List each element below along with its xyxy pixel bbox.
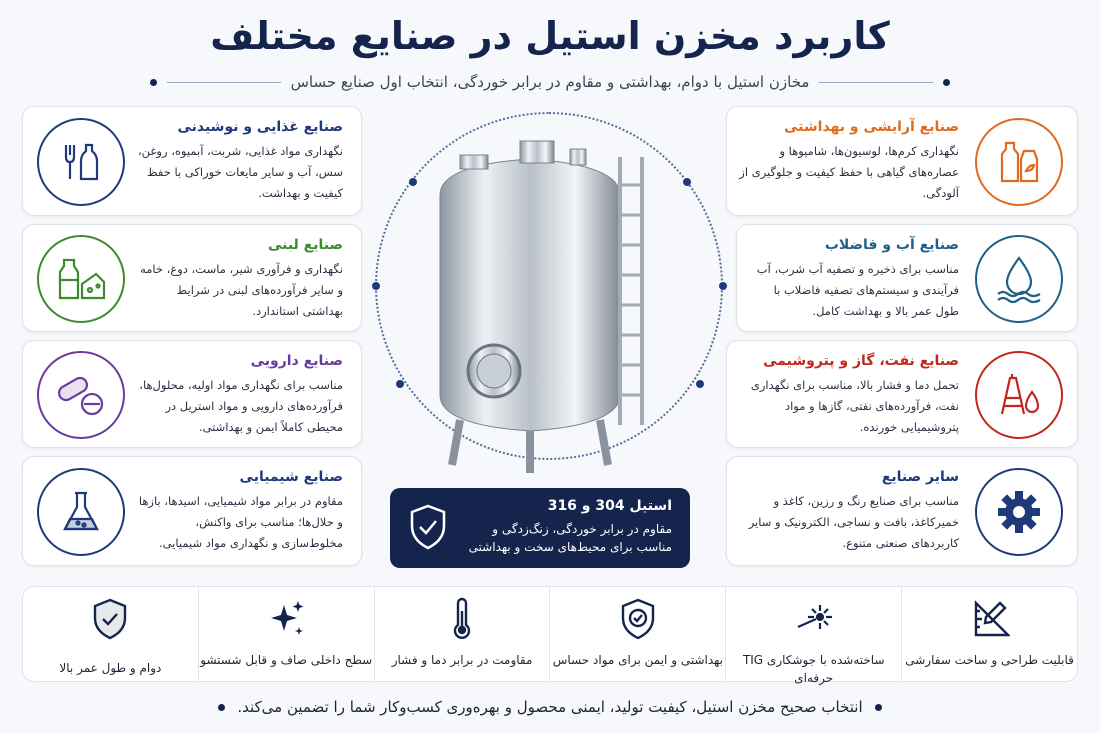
steel-grade-title: استیل 304 و 316 bbox=[547, 498, 672, 514]
page-subtitle: مخازن استیل با دوام، بهداشتی و مقاوم در برابر خوردگی، انتخاب اول صنایع حساس bbox=[290, 73, 810, 91]
card-body: مناسب برای صنایع رنگ و رزین، کاغذ و خمیرکاغذ، بافت و نساجی، الکترونیک و سایر کاربردهای صنعتی متنوع. bbox=[748, 494, 959, 550]
card-title: صنایع شیمیایی bbox=[239, 469, 343, 485]
footer-dot bbox=[218, 704, 225, 711]
card-other bbox=[726, 456, 1078, 566]
ring-dot bbox=[372, 282, 380, 290]
card-oil-gas bbox=[726, 340, 1078, 448]
feature-hygienic bbox=[549, 587, 725, 681]
card-cosmetics bbox=[726, 106, 1078, 216]
feature-smooth-surface bbox=[198, 587, 374, 681]
card-title: صنایع نفت، گاز و پتروشیمی bbox=[763, 353, 959, 369]
divider-line bbox=[819, 82, 933, 83]
water-drop-icon bbox=[975, 235, 1063, 323]
card-title: صنایع آرایشی و بهداشتی bbox=[784, 119, 959, 135]
card-title: صنایع دارویی bbox=[250, 353, 343, 369]
card-body: تحمل دما و فشار بالا، مناسب برای نگهداری نفت، فرآورده‌های نفتی، گازها و مواد پتروشیمیایی خورنده. bbox=[750, 378, 959, 434]
gear-icon bbox=[975, 468, 1063, 556]
steel-grade-body bbox=[469, 520, 672, 556]
card-body: نگهداری کرم‌ها، لوسیون‌ها، شامپوها و عصاره‌های گیاهی با حفظ کیفیت و جلوگیری از آلودگی. bbox=[739, 144, 959, 200]
page-title: کاربرد مخزن استیل در صنایع مختلف bbox=[210, 14, 890, 58]
ring-dot bbox=[719, 282, 727, 290]
shield-check-icon bbox=[618, 597, 658, 645]
pill-icon bbox=[37, 351, 125, 439]
card-chemical bbox=[22, 456, 362, 566]
feature-temp-pressure bbox=[374, 587, 550, 681]
feature-custom-design bbox=[901, 587, 1077, 681]
divider-dot bbox=[150, 79, 157, 86]
card-title: سایر صنایع bbox=[881, 469, 959, 485]
oil-rig-icon bbox=[975, 351, 1063, 439]
card-water bbox=[736, 224, 1078, 332]
ruler-pencil-icon bbox=[970, 597, 1010, 645]
subtitle-row bbox=[150, 70, 950, 94]
card-title: صنایع آب و فاضلاب bbox=[824, 237, 959, 253]
ring-dot bbox=[409, 178, 417, 186]
cosmetics-icon bbox=[975, 118, 1063, 206]
flask-icon bbox=[37, 468, 125, 556]
card-pharma bbox=[22, 340, 362, 448]
steel-grade-box bbox=[390, 488, 690, 568]
feature-label: مقاومت در برابر دما و فشار bbox=[391, 653, 533, 667]
card-title: صنایع غذایی و نوشیدنی bbox=[177, 119, 343, 135]
card-body: نگهداری مواد غذایی، شربت، آبمیوه، روغن، سس، آب و سایر مایعات خوراکی با حفظ کیفیت و بهداشت. bbox=[137, 144, 343, 200]
features-bar bbox=[22, 586, 1078, 685]
ring-dot bbox=[696, 380, 704, 388]
fork-bottle-icon bbox=[37, 118, 125, 206]
feature-durability bbox=[23, 587, 198, 681]
shield-icon bbox=[90, 597, 130, 645]
shield-check-icon bbox=[406, 502, 450, 556]
card-food-beverage bbox=[22, 106, 362, 216]
ring-dot bbox=[396, 380, 404, 388]
sparkle-icon bbox=[266, 597, 306, 645]
thermometer-icon bbox=[442, 597, 482, 645]
card-title: صنایع لبنی bbox=[267, 237, 343, 253]
card-body: نگهداری و فرآوری شیر، ماست، دوغ، خامه و سایر فرآورده‌های لبنی در شرایط بهداشتی استاندارد. bbox=[140, 262, 343, 318]
steel-grade-line: مقاوم در برابر خوردگی، زنگ‌زدگی و bbox=[492, 522, 672, 536]
steel-tank-image bbox=[420, 135, 680, 480]
card-dairy bbox=[22, 224, 362, 332]
card-body: مقاوم در برابر مواد شیمیایی، اسیدها، بازها و حلال‌ها؛ مناسب برای واکنش، مخلوط‌سازی و نگهداری مواد شیمیایی. bbox=[138, 494, 343, 550]
footer-text: انتخاب صحیح مخزن استیل، کیفیت تولید، ایمنی محصول و بهره‌وری کسب‌وکار شما را تضمین می‌کند. bbox=[237, 698, 863, 716]
feature-label: سطح داخلی صاف و قابل شستشو bbox=[200, 653, 373, 667]
feature-label: قابلیت طراحی و ساخت سفارشی bbox=[905, 653, 1074, 667]
milk-cheese-icon bbox=[37, 235, 125, 323]
feature-tig-welding bbox=[725, 587, 901, 685]
card-body: مناسب برای نگهداری مواد اولیه، محلول‌ها، فرآورده‌های دارویی و مواد استریل در محیطی کاملاً ایمن و بهداشتی. bbox=[139, 378, 343, 434]
feature-label: دوام و طول عمر بالا bbox=[59, 661, 162, 675]
feature-label: ساخته‌شده با جوشکاری TIG حرفه‌ای bbox=[742, 653, 885, 685]
footer bbox=[0, 698, 1100, 716]
divider-dot bbox=[943, 79, 950, 86]
steel-grade-line: مناسب برای محیط‌های سخت و بهداشتی bbox=[468, 540, 672, 554]
feature-label: بهداشتی و ایمن برای مواد حساس bbox=[552, 653, 723, 667]
welding-icon bbox=[794, 597, 834, 645]
divider-line bbox=[167, 82, 281, 83]
ring-dot bbox=[683, 178, 691, 186]
card-body: مناسب برای ذخیره و تصفیه آب شرب، آب فرآیندی و سیستم‌های تصفیه فاضلاب با طول عمر بالا و بهداشت کامل. bbox=[756, 262, 959, 318]
footer-dot bbox=[875, 704, 882, 711]
